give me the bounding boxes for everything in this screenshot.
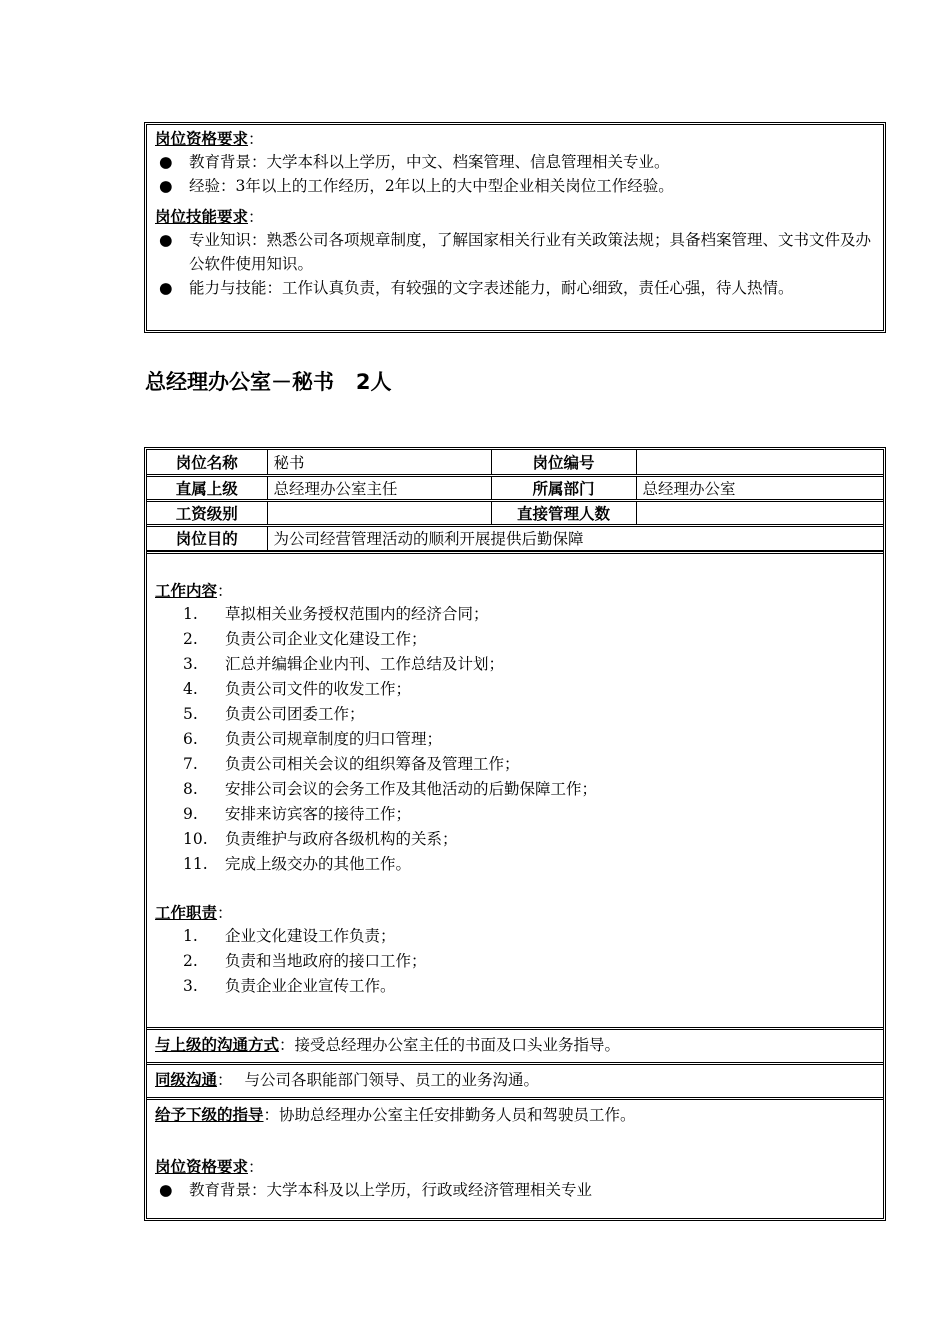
work-content-heading: 工作内容: [155, 581, 218, 600]
qual-heading-2: 岗位资格要求: [155, 1157, 249, 1176]
comm-peer-label: 同级沟通: [155, 1070, 218, 1089]
name-value: 秘书: [267, 450, 491, 475]
job-description-box: [144, 447, 886, 1221]
list-item: 6. 负责公司规章制度的归口管理；: [183, 729, 443, 748]
list-item: ● 经验：3年以上的工作经历，2年以上的大中型企业相关岗位工作经验。: [155, 174, 875, 198]
list-item: 8. 安排公司会议的会务工作及其他活动的后勤保障工作；: [183, 779, 598, 798]
responsibilities-heading: 工作职责: [155, 903, 218, 922]
list-item: 1. 草拟相关业务授权范围内的经济合同；: [183, 604, 489, 623]
qual-heading: 岗位资格要求: [155, 130, 249, 148]
purpose-label: 岗位目的: [147, 525, 267, 550]
salary-label: 工资级别: [147, 500, 267, 525]
bullet-icon: ●: [159, 231, 173, 249]
guide-lower-text: 协助总经理办公室主任安排勤务人员和驾驶员工作。: [279, 1105, 636, 1124]
list-item: 9. 安排来访宾客的接待工作；: [183, 804, 412, 823]
name-label: 岗位名称: [147, 450, 267, 475]
list-item: 1. 企业文化建设工作负责；: [183, 926, 396, 945]
work-content-section: 工作内容： 1. 草拟相关业务授权范围内的经济合同； 2. 负责公司企业文化建设工作； 3. 汇总并编辑企业内刊、工作总结及计划； 4. 负责公司文件的收发工作； 5. 负责公司团委工作； 6. 负责公司规章制度的归口管理； 7. 负责公司相关会议的组织筹备及管理工作； 8. 安排公司会议的会务工作及其他活动的后勤保障工作； 9. 安排来访宾客的接待工作； 10. 负责维护与政府各级机构的关系； 11. 完成上级交办的其他工作。 工作职责： 1. 企业文化建设工作负责； 2. 负责和当地政府的接口工作； 3. 负责企业企业宣传工作。: [147, 551, 883, 1027]
skill-heading: 岗位技能要求: [155, 208, 249, 226]
bullet-icon: ●: [159, 177, 173, 195]
dept-value: 总经理办公室: [636, 475, 883, 500]
bullet-icon: ●: [159, 279, 173, 297]
job-header-table: [147, 450, 883, 551]
reports-label: 直接管理人数: [491, 500, 636, 525]
comm-upper-section: 与上级的沟通方式：接受总经理办公室主任的书面及口头业务指导。: [147, 1027, 883, 1062]
list-item: ● 专业知识：熟悉公司各项规章制度，了解国家相关行业有关政策法规；具备档案管理、文书文件及办公软件使用知识。: [155, 228, 875, 276]
superior-label: 直属上级: [147, 475, 267, 500]
superior-value: 总经理办公室主任: [267, 475, 491, 500]
code-label: 岗位编号: [491, 450, 636, 475]
bullet-icon: ●: [159, 1180, 173, 1199]
list-item: 3. 负责企业企业宣传工作。: [183, 976, 396, 995]
code-value: [636, 450, 883, 475]
salary-value: [267, 500, 491, 525]
list-item: 11. 完成上级交办的其他工作。: [183, 854, 412, 873]
list-item: 7. 负责公司相关会议的组织筹备及管理工作；: [183, 754, 520, 773]
list-item: 5. 负责公司团委工作；: [183, 704, 365, 723]
reports-value: [636, 500, 883, 525]
list-item: 3. 汇总并编辑企业内刊、工作总结及计划；: [183, 654, 505, 673]
guide-lower-label: 给予下级的指导: [155, 1105, 264, 1124]
list-item: 10. 负责维护与政府各级机构的关系；: [183, 829, 458, 848]
comm-peer-text: 与公司各职能部门领导、员工的业务沟通。: [244, 1070, 540, 1089]
list-item: ● 能力与技能：工作认真负责，有较强的文字表述能力，耐心细致，责任心强，待人热情。: [155, 276, 875, 300]
list-item: ● 教育背景：大学本科及以上学历，行政或经济管理相关专业: [155, 1178, 875, 1202]
list-item: 2. 负责和当地政府的接口工作；: [183, 951, 427, 970]
guide-lower-section: 给予下级的指导：协助总经理办公室主任安排勤务人员和驾驶员工作。 岗位资格要求： ● 教育背景：大学本科及以上学历，行政或经济管理相关专业: [147, 1097, 883, 1202]
list-item: 2. 负责公司企业文化建设工作；: [183, 629, 427, 648]
comm-upper-label: 与上级的沟通方式: [155, 1035, 280, 1054]
purpose-value: 为公司经营管理活动的顺利开展提供后勤保障: [267, 525, 883, 550]
comm-upper-text: 接受总经理办公室主任的书面及口头业务指导。: [294, 1035, 621, 1054]
prev-requirements-box: 岗位资格要求： ● 教育背景：大学本科以上学历，中文、档案管理、信息管理相关专业。 ● 经验：3年以上的工作经历，2年以上的大中型企业相关岗位工作经验。 岗位技能要求： ● 专业知识：熟悉公司各项规章制度，了解国家相关行业有关政策法规；具备档案管理、文书文件及办公软件使用知识。 ● 能力与技能：工作认真负责，有较强的文字表述能力，耐心细致，责任心强，待人热情。: [144, 122, 886, 333]
comm-peer-section: 同级沟通： 与公司各职能部门领导、员工的业务沟通。: [147, 1062, 883, 1097]
dept-label: 所属部门: [491, 475, 636, 500]
list-item: 4. 负责公司文件的收发工作；: [183, 679, 412, 698]
bullet-icon: ●: [159, 153, 173, 171]
section-title: 总经理办公室－秘书 2人: [145, 370, 392, 394]
list-item: ● 教育背景：大学本科以上学历，中文、档案管理、信息管理相关专业。: [155, 150, 875, 174]
